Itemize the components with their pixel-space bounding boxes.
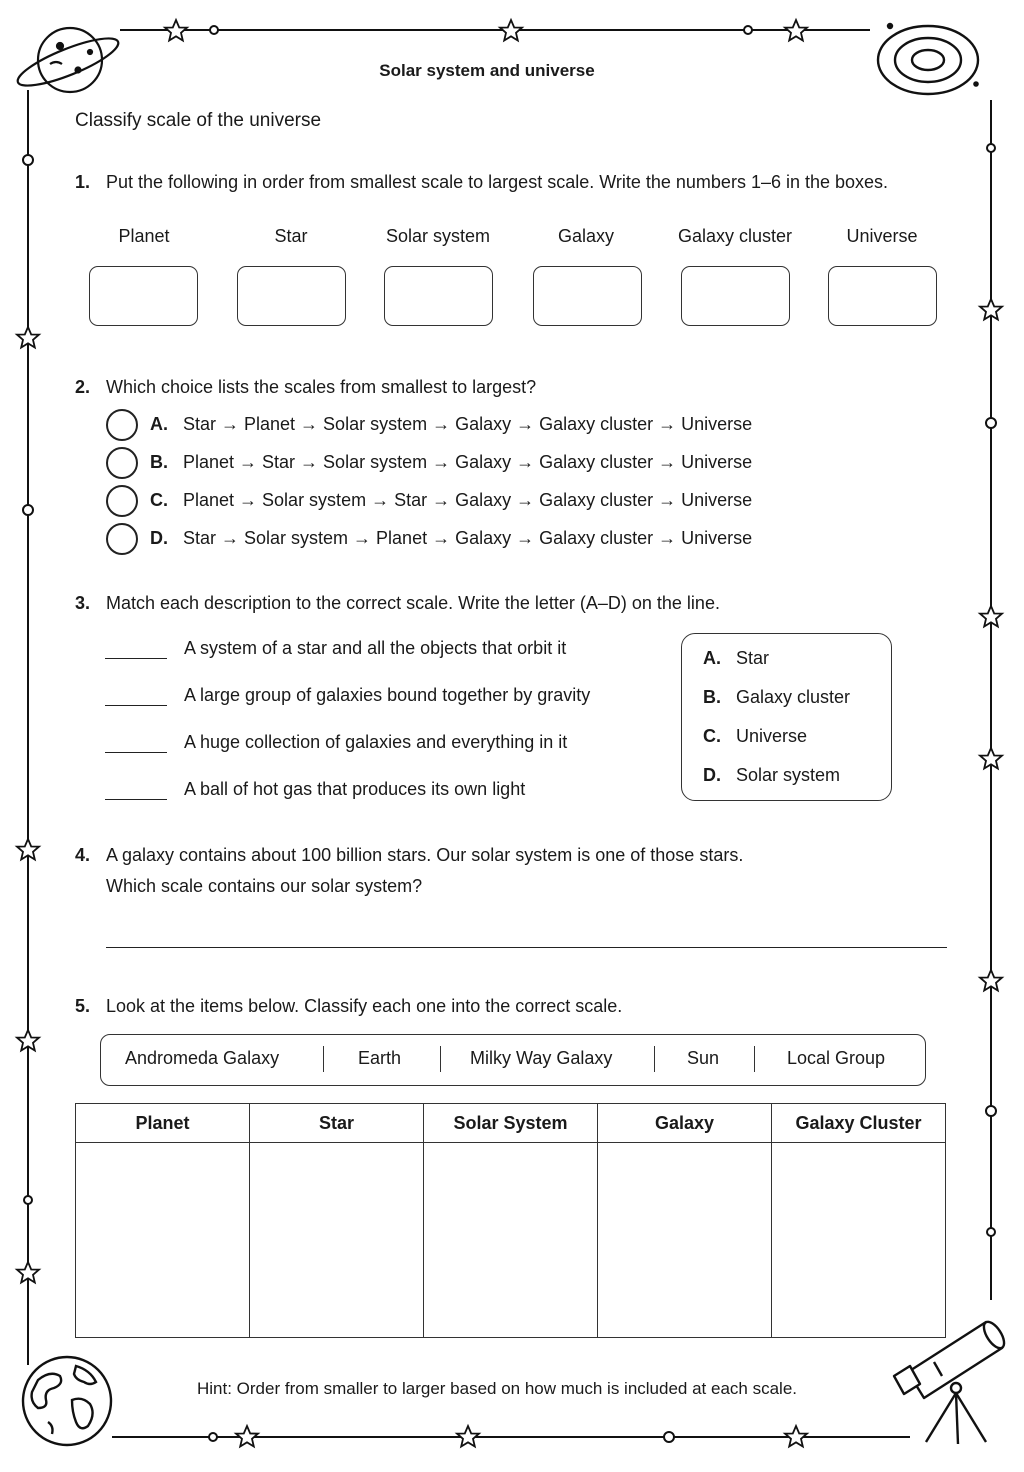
column-header-planet: Planet	[76, 1104, 250, 1143]
bank-item-andromeda-galaxy: Andromeda Galaxy	[125, 1048, 280, 1068]
question-number: 2.	[75, 377, 91, 397]
scale-label-star: Star	[274, 226, 308, 246]
option-b	[150, 452, 752, 473]
match-choices-panel	[681, 633, 892, 801]
option-letter: B.	[150, 452, 168, 472]
choice-text: Universe	[736, 726, 808, 746]
question-4-line-2: Which scale contains our solar system?	[106, 876, 423, 896]
scale-label-planet: Planet	[118, 226, 170, 246]
answer-cell-planet[interactable]	[76, 1143, 250, 1338]
choice-a	[703, 648, 769, 669]
answer-cell-solar-system[interactable]	[424, 1143, 598, 1338]
scale-label-galaxy: Galaxy	[557, 226, 615, 246]
choice-letter: D.	[703, 765, 721, 785]
answer-box-galaxy[interactable]	[533, 266, 642, 326]
match-answer-line-1[interactable]	[105, 658, 167, 659]
match-answer-line-4[interactable]	[105, 799, 167, 800]
choice-text: Solar system	[736, 765, 841, 785]
page-title: Solar system and universe	[379, 61, 595, 80]
scale-label-universe: Universe	[846, 226, 918, 246]
option-letter: C.	[150, 490, 168, 510]
question-text: Match each description to the correct scale. Write the letter (A–D) on the line.	[106, 593, 720, 613]
bank-item-sun: Sun	[687, 1048, 720, 1068]
match-description-4: A ball of hot gas that produces its own light	[184, 779, 526, 799]
choice-b	[703, 687, 850, 708]
option-d	[150, 528, 752, 549]
scale-label-galaxy-cluster: Galaxy cluster	[677, 226, 793, 246]
question-number: 1.	[75, 172, 91, 192]
answer-box-universe[interactable]	[828, 266, 937, 326]
question-1-prompt	[75, 172, 888, 193]
option-text: Star → Solar system → Planet → Galaxy → Galaxy cluster → Universe	[183, 528, 753, 548]
answer-box-galaxy-cluster[interactable]	[681, 266, 790, 326]
choice-d	[703, 765, 840, 786]
column-header-galaxy: Galaxy	[598, 1104, 772, 1143]
column-header-star: Star	[250, 1104, 424, 1143]
bank-divider	[754, 1046, 755, 1072]
bank-item-local-group: Local Group	[787, 1048, 886, 1068]
table-header-row	[76, 1104, 946, 1143]
question-number: 4.	[75, 845, 91, 865]
choice-letter: B.	[703, 687, 721, 707]
question-text: Which choice lists the scales from smallest to largest?	[106, 377, 537, 397]
column-header-galaxy-cluster: Galaxy Cluster	[772, 1104, 946, 1143]
choice-c	[703, 726, 807, 747]
scale-label-solar-system: Solar system	[385, 226, 491, 246]
question-5-prompt	[75, 996, 622, 1017]
match-description-1: A system of a star and all the objects that orbit it	[184, 638, 567, 658]
question-number: 5.	[75, 996, 91, 1016]
bank-divider	[654, 1046, 655, 1072]
match-answer-line-3[interactable]	[105, 752, 167, 753]
hint-text: Hint: Order from smaller to larger based on how much is included at each scale.	[197, 1379, 797, 1398]
option-c	[150, 490, 752, 511]
question-3-prompt	[75, 593, 720, 614]
table-row	[76, 1143, 946, 1338]
question-text: Put the following in order from smallest scale to largest scale. Write the numbers 1–6 in the boxes.	[106, 172, 889, 192]
option-letter: A.	[150, 414, 168, 434]
bank-item-earth: Earth	[358, 1048, 402, 1068]
option-text: Star → Planet → Solar system → Galaxy → Galaxy cluster → Universe	[183, 414, 753, 434]
option-a-radio[interactable]	[106, 409, 138, 441]
question-2-prompt	[75, 377, 536, 398]
question-number: 3.	[75, 593, 91, 613]
choice-text: Star	[736, 648, 770, 668]
match-description-2: A large group of galaxies bound together by gravity	[184, 685, 591, 705]
answer-box-planet[interactable]	[89, 266, 198, 326]
bank-divider	[323, 1046, 324, 1072]
option-b-radio[interactable]	[106, 447, 138, 479]
option-text: Planet → Star → Solar system → Galaxy → Galaxy cluster → Universe	[183, 452, 753, 472]
answer-box-solar-system[interactable]	[384, 266, 493, 326]
answer-box-star[interactable]	[237, 266, 346, 326]
match-description-3: A huge collection of galaxies and everything in it	[184, 732, 568, 752]
word-bank	[100, 1034, 926, 1086]
column-header-solar-system: Solar System	[424, 1104, 598, 1143]
question-text: Look at the items below. Classify each one into the correct scale.	[106, 996, 623, 1016]
question-4-answer-line[interactable]	[106, 947, 947, 948]
earth-globe-icon	[18, 1352, 116, 1450]
classification-table	[75, 1103, 946, 1338]
answer-cell-galaxy-cluster[interactable]	[772, 1143, 946, 1338]
question-text-line-1: A galaxy contains about 100 billion stars. Our solar system is one of those stars.	[106, 845, 744, 865]
choice-letter: A.	[703, 648, 721, 668]
option-a	[150, 414, 752, 435]
galaxy-swirl-icon	[872, 20, 984, 100]
choice-letter: C.	[703, 726, 721, 746]
match-answer-line-2[interactable]	[105, 705, 167, 706]
bank-divider	[440, 1046, 441, 1072]
option-c-radio[interactable]	[106, 485, 138, 517]
option-text: Planet → Solar system → Star → Galaxy → Galaxy cluster → Universe	[183, 490, 753, 510]
answer-cell-star[interactable]	[250, 1143, 424, 1338]
answer-cell-galaxy[interactable]	[598, 1143, 772, 1338]
planet-ring-icon	[12, 18, 124, 100]
option-letter: D.	[150, 528, 168, 548]
worksheet-subtitle: Classify scale of the universe	[75, 110, 322, 131]
question-4-prompt	[75, 845, 743, 866]
option-d-radio[interactable]	[106, 523, 138, 555]
choice-text: Galaxy cluster	[736, 687, 851, 707]
bank-item-milky-way-galaxy: Milky Way Galaxy	[470, 1048, 613, 1068]
